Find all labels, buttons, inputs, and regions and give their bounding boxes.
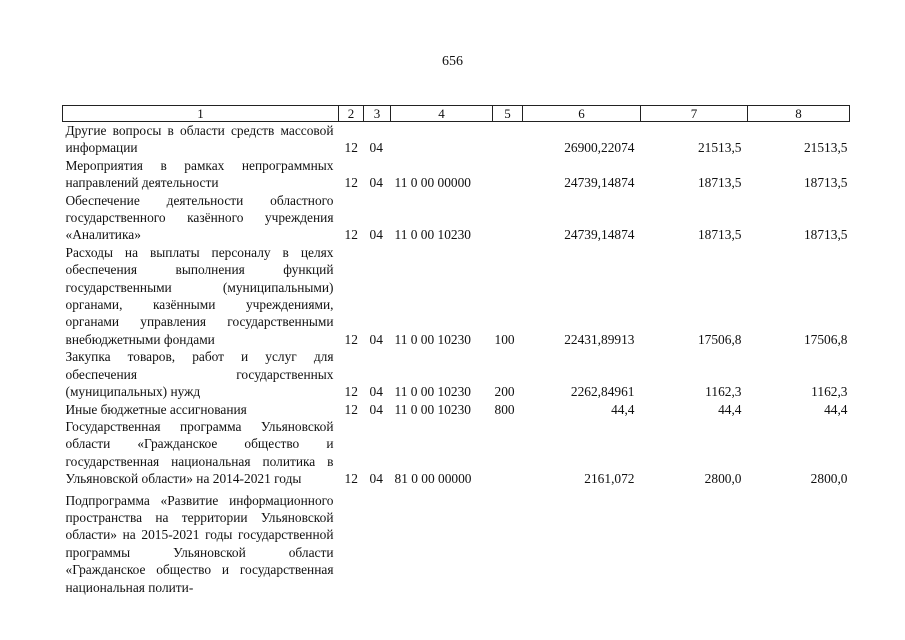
row-amount-c: 18713,5 xyxy=(803,175,848,191)
row-target-article xyxy=(391,122,493,157)
row-amount-a: 2262,84961 xyxy=(570,384,635,400)
row-subsection: 04 xyxy=(369,471,383,487)
row-section: 12 xyxy=(344,401,358,417)
row-amount-a: 22431,89913 xyxy=(564,331,635,347)
row-name: Государственная программа Ульяновской области «Гражданское общество и государственная национальная политика в Ульяновской области» на 2014-2021 годы xyxy=(65,418,334,487)
row-expense-type xyxy=(493,492,523,596)
row-expense-type xyxy=(493,157,523,192)
table-row xyxy=(63,192,850,244)
row-subsection: 04 xyxy=(369,175,383,191)
header-cell-expense-type: 5 xyxy=(493,106,523,122)
row-section: 12 xyxy=(344,384,358,400)
row-amount-c: 1162,3 xyxy=(811,384,848,400)
row-target-article: 11 0 00 10230 xyxy=(394,331,471,347)
row-amount-c: 44,4 xyxy=(824,401,848,417)
row-target-article: 11 0 00 00000 xyxy=(394,175,471,191)
row-amount-b: 21513,5 xyxy=(697,140,742,156)
row-amount-a: 24739,14874 xyxy=(564,175,635,191)
header-row xyxy=(63,106,850,122)
table-row xyxy=(63,418,850,492)
row-subsection: 04 xyxy=(369,227,383,243)
row-amount-c: 18713,5 xyxy=(803,227,848,243)
row-subsection: 04 xyxy=(369,401,383,417)
header-cell-amount-b: 7 xyxy=(641,106,748,122)
row-amount-b: 44,4 xyxy=(718,401,742,417)
row-subsection: 04 xyxy=(369,331,383,347)
row-amount-b: 18713,5 xyxy=(697,227,742,243)
row-amount-b: 1162,3 xyxy=(705,384,742,400)
table-row xyxy=(63,157,850,192)
header-cell-amount-c: 8 xyxy=(748,106,850,122)
row-name: Расходы на выплаты персоналу в целях обеспечения выполнения функций государственными (муниципальными) органами, казёнными учреждениями, органами управления государственными внебюджетными фондами xyxy=(65,244,334,347)
row-amount-b: 17506,8 xyxy=(697,331,742,347)
row-expense-type xyxy=(493,122,523,157)
table-row xyxy=(63,122,850,157)
row-name: Подпрограмма «Развитие информационного пространства на территории Ульяновской области» на 2015-2021 годы государственной программы Ульяновской области «Гражданское общество и государственная национальная полити- xyxy=(65,492,334,595)
row-section: 12 xyxy=(344,175,358,191)
table-row xyxy=(63,244,850,348)
row-target-article: 11 0 00 10230 xyxy=(394,401,471,417)
header-cell-section: 2 xyxy=(339,106,364,122)
row-expense-type xyxy=(493,192,523,244)
row-expense-type xyxy=(493,418,523,492)
row-name: Другие вопросы в области средств массовой информации xyxy=(65,123,334,156)
row-name: Иные бюджетные ассигнования xyxy=(65,401,247,417)
row-section: 12 xyxy=(344,227,358,243)
row-expense-type: 100 xyxy=(494,331,515,347)
row-subsection: 04 xyxy=(369,140,383,156)
table-row xyxy=(63,492,850,596)
row-expense-type: 800 xyxy=(494,401,515,417)
page-number: 656 xyxy=(442,54,463,69)
row-amount-c: 21513,5 xyxy=(803,140,848,156)
row-section: 12 xyxy=(344,471,358,487)
row-expense-type: 200 xyxy=(494,384,515,400)
header-cell-name: 1 xyxy=(63,106,339,122)
header-cell-target-article: 4 xyxy=(391,106,493,122)
row-section: 12 xyxy=(344,140,358,156)
row-name: Мероприятия в рамках непрограммных направлений деятельности xyxy=(65,157,334,191)
row-target-article xyxy=(391,492,493,596)
row-amount-c: 2800,0 xyxy=(810,471,848,487)
row-amount-c xyxy=(748,492,850,596)
table-row xyxy=(63,348,850,400)
header-cell-amount-a: 6 xyxy=(523,106,641,122)
row-amount-a: 44,4 xyxy=(611,401,635,417)
row-section xyxy=(339,492,364,596)
row-target-article: 81 0 00 00000 xyxy=(394,471,472,487)
row-name: Закупка товаров, работ и услуг для обеспечения государственных (муниципальных) нужд xyxy=(65,349,334,400)
row-amount-a xyxy=(523,492,641,596)
row-amount-c: 17506,8 xyxy=(803,331,848,347)
row-name: Обеспечение деятельности областного государственного казённого учреждения «Аналитика» xyxy=(65,192,334,243)
row-amount-a: 26900,22074 xyxy=(564,140,635,156)
row-target-article: 11 0 00 10230 xyxy=(394,227,471,243)
budget-table xyxy=(62,105,850,596)
row-section: 12 xyxy=(344,331,358,347)
row-amount-b xyxy=(641,492,748,596)
header-cell-subsection: 3 xyxy=(364,106,391,122)
row-amount-a: 2161,072 xyxy=(584,471,635,487)
row-target-article: 11 0 00 10230 xyxy=(394,384,471,400)
row-amount-b: 18713,5 xyxy=(697,175,742,191)
row-subsection: 04 xyxy=(369,384,383,400)
row-subsection xyxy=(364,492,391,596)
row-amount-a: 24739,14874 xyxy=(564,227,635,243)
table-row xyxy=(63,401,850,418)
row-amount-b: 2800,0 xyxy=(704,471,742,487)
